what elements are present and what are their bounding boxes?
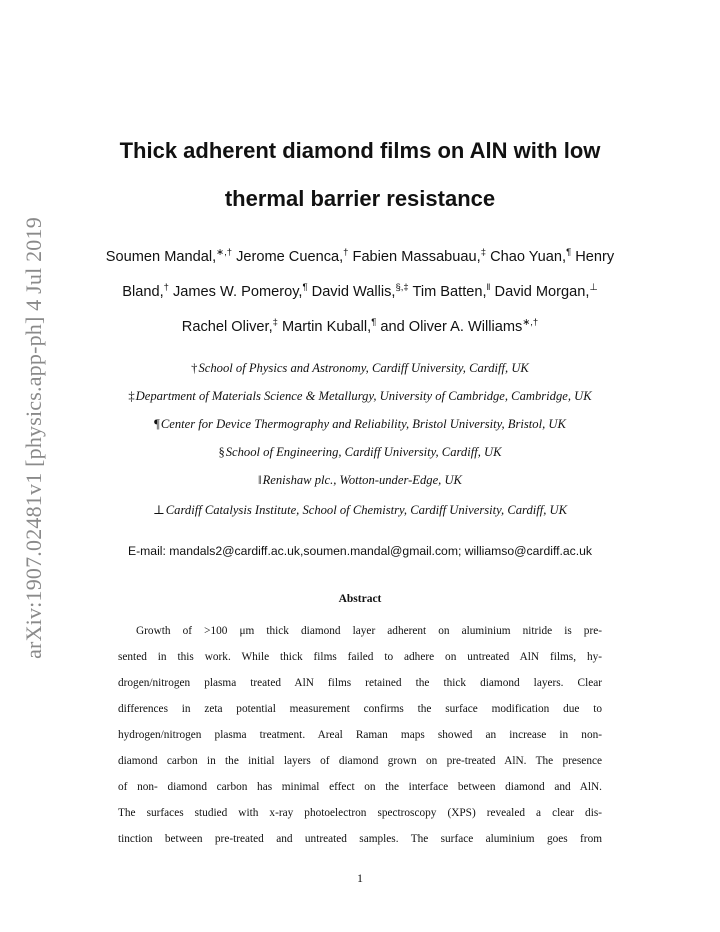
author-name: Bland, — [122, 284, 164, 300]
author-mark: §,‡ — [395, 282, 409, 293]
author-line-1 — [70, 247, 650, 265]
affiliation-text: School of Physics and Astronomy, Cardiff University, Cardiff, UK — [198, 361, 529, 375]
affiliation-text: Renishaw plc., Wotton-under-Edge, UK — [262, 473, 462, 487]
affiliation-mark: § — [218, 445, 225, 459]
paper-title-line-1: Thick adherent diamond films on AlN with low — [119, 138, 601, 163]
affiliation-text: Department of Materials Science & Metallurgy, University of Cambridge, Cambridge, UK — [135, 389, 592, 403]
affiliation-text: Center for Device Thermography and Reliability, Bristol University, Bristol, UK — [160, 417, 566, 431]
abstract-line: differences in zeta potential measurement confirms the surface modification due to — [118, 703, 602, 715]
affiliation-text: School of Engineering, Cardiff University, Cardiff, UK — [225, 445, 502, 459]
author-mark: ∗,† — [216, 247, 233, 258]
affiliation-mark: ‖ — [258, 473, 262, 487]
author-mark: ‡ — [272, 317, 278, 328]
author-name: James W. Pomeroy, — [168, 284, 303, 300]
author-name: Chao Yuan, — [486, 249, 567, 265]
author-mark: † — [163, 282, 169, 293]
author-mark: ∗,† — [522, 317, 539, 328]
author-line-2 — [70, 282, 650, 300]
author-mark: ‡ — [480, 247, 487, 258]
affiliation-text: Cardiff Catalysis Institute, School of Chemistry, Cardiff University, Cardiff, UK — [165, 503, 568, 517]
affiliation-mark: ¶ — [154, 417, 160, 431]
affiliation — [40, 445, 680, 460]
author-name: Martin Kuball, — [277, 319, 372, 335]
paper-title-line-2: thermal barrier resistance — [224, 186, 496, 211]
abstract-line: tinction between pre-treated and untreated samples. The surface aluminium goes from — [118, 833, 602, 845]
affiliation-mark: † — [191, 361, 198, 375]
affiliation — [40, 417, 680, 432]
affiliation-mark: ⊥ — [152, 503, 165, 517]
affiliation — [40, 361, 680, 376]
author-mark: ¶ — [302, 282, 308, 293]
author-mark: ⊥ — [589, 282, 598, 293]
author-mark: ¶ — [371, 317, 377, 328]
abstract-heading: Abstract — [338, 593, 382, 605]
abstract-line: of non- diamond carbon has minimal effect on the interface between diamond and AlN. — [118, 781, 602, 793]
abstract-line: sented in this work. While thick films failed to adhere on untreated AlN films, hy- — [118, 651, 602, 663]
affiliation — [40, 389, 680, 404]
author-mark: ‖ — [486, 282, 491, 293]
author-name: Henry — [571, 249, 615, 265]
author-name: Rachel Oliver, — [181, 319, 273, 335]
author-name: Tim Batten, — [408, 284, 487, 300]
arxiv-id: arXiv:1907.02481v1 [physics.app-ph] 4 Jul 2019 — [21, 217, 46, 659]
author-mark: ¶ — [566, 247, 572, 258]
author-name: David Morgan, — [490, 284, 590, 300]
author-name: David Wallis, — [307, 284, 396, 300]
affiliation — [40, 473, 680, 488]
abstract-line: hydrogen/nitrogen plasma treatment. Areal Raman maps showed an increase in non- — [118, 729, 602, 741]
author-name: Fabien Massabuau, — [348, 249, 481, 265]
author-line-3 — [70, 317, 650, 335]
author-name: and Oliver A. Williams — [376, 319, 523, 335]
abstract-line: drogen/nitrogen plasma treated AlN films retained the thick diamond layers. Clear — [118, 677, 602, 689]
page-number: 1 — [357, 871, 363, 885]
contact-email: E-mail: mandals2@cardiff.ac.uk,soumen.mandal@gmail.com; williamso@cardiff.ac.uk — [127, 544, 593, 558]
affiliation — [40, 502, 680, 518]
author-name: Soumen Mandal, — [105, 249, 217, 265]
author-name: Jerome Cuenca, — [232, 249, 344, 265]
abstract-line: diamond carbon in the initial layers of diamond grown on pre-treated AlN. The presence — [118, 755, 602, 767]
abstract-line: Growth of >100 μm thick diamond layer adherent on aluminium nitride is pre- — [136, 625, 602, 637]
affiliation-mark: ‡ — [128, 389, 135, 403]
author-mark: † — [343, 247, 349, 258]
abstract-line: The surfaces studied with x-ray photoelectron spectroscopy (XPS) revealed a clear dis- — [118, 807, 602, 819]
